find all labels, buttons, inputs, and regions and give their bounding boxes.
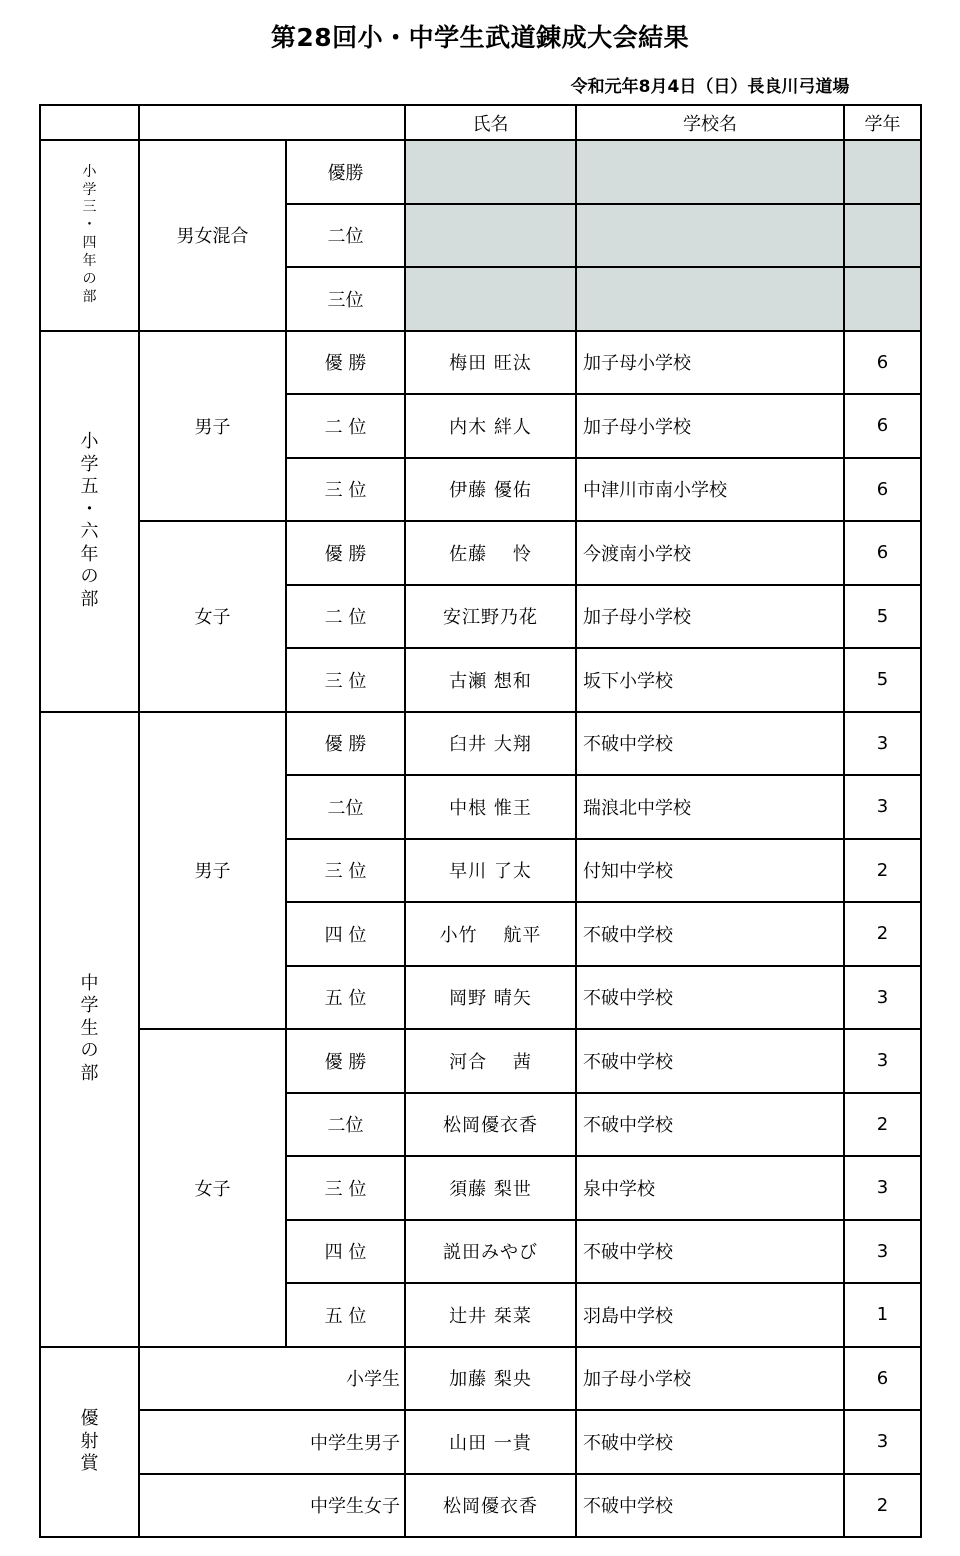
- school-cell: 不破中学校: [576, 1220, 844, 1284]
- name-cell: 小竹 航平: [405, 902, 576, 966]
- table-row: [40, 1347, 921, 1411]
- name-cell: 須藤 梨世: [405, 1156, 576, 1220]
- grade-cell: 5: [844, 648, 921, 712]
- rank-cell: 三 位: [286, 648, 405, 712]
- rank-cell: 優 勝: [286, 331, 405, 395]
- name-cell: 内木 絆人: [405, 394, 576, 458]
- grade-cell: 3: [844, 1156, 921, 1220]
- grade-cell: 2: [844, 902, 921, 966]
- rank-cell: 優 勝: [286, 712, 405, 776]
- school-cell: 加子母小学校: [576, 331, 844, 395]
- grade-cell: 3: [844, 1029, 921, 1093]
- name-cell: 辻井 栞菜: [405, 1283, 576, 1347]
- school-cell: 加子母小学校: [576, 394, 844, 458]
- school-cell: 加子母小学校: [576, 585, 844, 649]
- table-row: [40, 140, 921, 204]
- school-cell: 泉中学校: [576, 1156, 844, 1220]
- name-cell: 安江野乃花: [405, 585, 576, 649]
- school-cell: 今渡南小学校: [576, 521, 844, 585]
- grade-cell: 3: [844, 1220, 921, 1284]
- name-cell: [405, 140, 576, 204]
- name-cell: 山田 一貴: [405, 1410, 576, 1474]
- name-cell: 古瀬 想和: [405, 648, 576, 712]
- name-cell: 松岡優衣香: [405, 1474, 576, 1538]
- grade-cell: 6: [844, 1347, 921, 1411]
- school-cell: 中津川市南小学校: [576, 458, 844, 522]
- division-label-award: 優 射 賞: [40, 1347, 139, 1538]
- name-cell: 佐藤 怜: [405, 521, 576, 585]
- group-label-girls: 女子: [139, 521, 286, 712]
- grade-cell: 3: [844, 775, 921, 839]
- award-category: 小学生: [139, 1347, 405, 1411]
- page-title: 第28回小・中学生武道錬成大会結果: [270, 23, 690, 52]
- rank-cell: 三 位: [286, 1156, 405, 1220]
- table-row: [40, 331, 921, 395]
- rank-cell: 三 位: [286, 839, 405, 903]
- division-label-grade56: 小 学 五 ・ 六 年 の 部: [40, 331, 139, 712]
- grade-cell: [844, 140, 921, 204]
- school-cell: 不破中学校: [576, 712, 844, 776]
- grade-cell: 6: [844, 521, 921, 585]
- group-label-girls: 女子: [139, 1029, 286, 1347]
- grade-cell: 3: [844, 1410, 921, 1474]
- grade-cell: [844, 204, 921, 268]
- event-date-venue: 令和元年8月4日（日）長良川弓道場: [570, 77, 850, 97]
- table-row: [40, 1410, 921, 1474]
- table-row: [40, 1474, 921, 1538]
- award-category: 中学生男子: [139, 1410, 405, 1474]
- grade-cell: 2: [844, 839, 921, 903]
- rank-cell: 二位: [286, 1093, 405, 1157]
- rank-cell: 四 位: [286, 902, 405, 966]
- header-row: [40, 105, 921, 140]
- name-cell: 臼井 大翔: [405, 712, 576, 776]
- grade-cell: 6: [844, 458, 921, 522]
- rank-cell: 四 位: [286, 1220, 405, 1284]
- school-cell: 不破中学校: [576, 1029, 844, 1093]
- rank-cell: 三 位: [286, 458, 405, 522]
- grade-cell: [844, 267, 921, 331]
- grade-cell: 1: [844, 1283, 921, 1347]
- name-cell: 岡野 晴矢: [405, 966, 576, 1030]
- grade-cell: 6: [844, 331, 921, 395]
- grade-cell: 6: [844, 394, 921, 458]
- school-cell: 不破中学校: [576, 1474, 844, 1538]
- table-row: [40, 712, 921, 776]
- award-category: 中学生女子: [139, 1474, 405, 1538]
- rank-cell: 二 位: [286, 585, 405, 649]
- rank-cell: 優 勝: [286, 521, 405, 585]
- header-blank-category: [139, 105, 405, 140]
- school-cell: 不破中学校: [576, 1093, 844, 1157]
- school-cell: 加子母小学校: [576, 1347, 844, 1411]
- name-cell: 梅田 旺汰: [405, 331, 576, 395]
- school-cell: 坂下小学校: [576, 648, 844, 712]
- header-grade: 学年: [844, 105, 921, 140]
- grade-cell: 5: [844, 585, 921, 649]
- name-cell: [405, 204, 576, 268]
- school-cell: 不破中学校: [576, 902, 844, 966]
- group-label-boys: 男子: [139, 712, 286, 1030]
- grade-cell: 2: [844, 1474, 921, 1538]
- name-cell: 伊藤 優佑: [405, 458, 576, 522]
- rank-cell: 二位: [286, 775, 405, 839]
- name-cell: 加藤 梨央: [405, 1347, 576, 1411]
- grade-cell: 3: [844, 966, 921, 1030]
- name-cell: [405, 267, 576, 331]
- school-cell: 不破中学校: [576, 966, 844, 1030]
- school-cell: [576, 204, 844, 268]
- group-label-boys: 男子: [139, 331, 286, 522]
- header-blank-division: [40, 105, 139, 140]
- school-cell: 不破中学校: [576, 1410, 844, 1474]
- table-row: [40, 521, 921, 585]
- school-cell: 羽島中学校: [576, 1283, 844, 1347]
- rank-cell: 優勝: [286, 140, 405, 204]
- rank-cell: 優 勝: [286, 1029, 405, 1093]
- group-label: 男女混合: [139, 140, 286, 331]
- rank-cell: 五 位: [286, 966, 405, 1030]
- name-cell: 河合 茜: [405, 1029, 576, 1093]
- rank-cell: 二位: [286, 204, 405, 268]
- rank-cell: 二 位: [286, 394, 405, 458]
- results-table: [39, 104, 922, 1538]
- name-cell: 松岡優衣香: [405, 1093, 576, 1157]
- school-cell: [576, 140, 844, 204]
- grade-cell: 3: [844, 712, 921, 776]
- rank-cell: 三位: [286, 267, 405, 331]
- name-cell: 中根 惟王: [405, 775, 576, 839]
- name-cell: 早川 了太: [405, 839, 576, 903]
- grade-cell: 2: [844, 1093, 921, 1157]
- header-school: 学校名: [576, 105, 844, 140]
- rank-cell: 五 位: [286, 1283, 405, 1347]
- school-cell: 瑞浪北中学校: [576, 775, 844, 839]
- header-name: 氏名: [405, 105, 576, 140]
- school-cell: 付知中学校: [576, 839, 844, 903]
- school-cell: [576, 267, 844, 331]
- division-label-grade34: 小 学 三 ・ 四 年 の 部: [40, 140, 139, 331]
- table-row: [40, 1029, 921, 1093]
- name-cell: 説田みやび: [405, 1220, 576, 1284]
- division-label-junior-high: 中 学 生 の 部: [40, 712, 139, 1347]
